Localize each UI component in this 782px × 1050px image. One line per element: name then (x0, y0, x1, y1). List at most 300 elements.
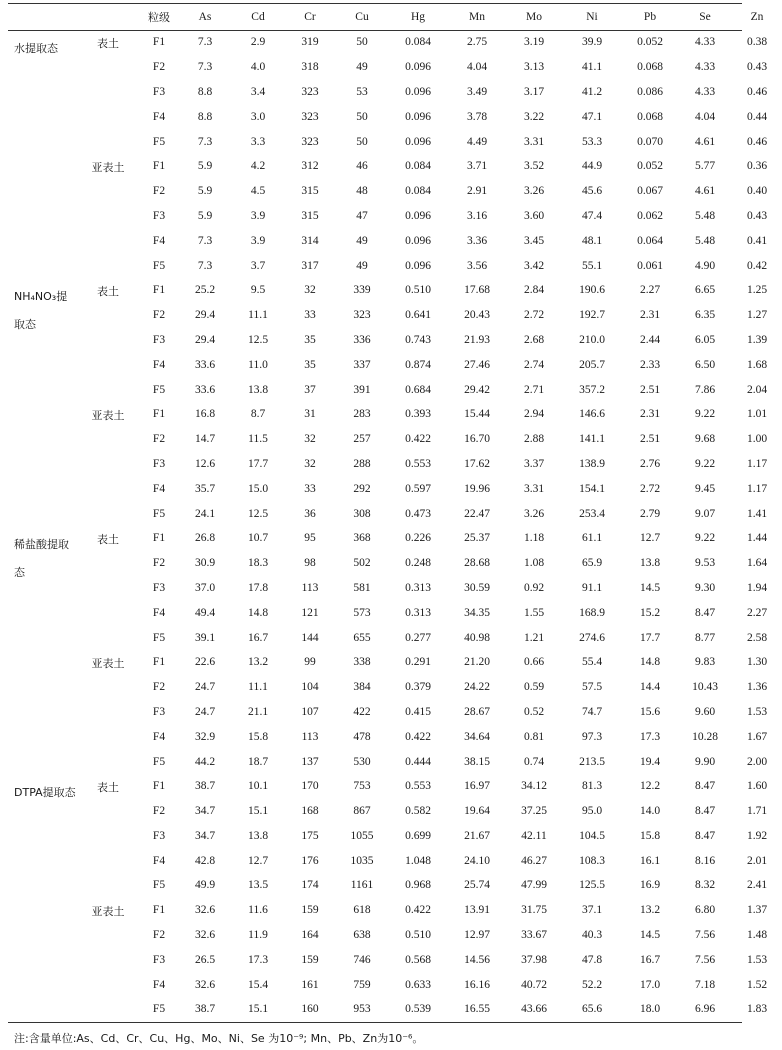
value-cell: 32.6 (194, 978, 216, 991)
value-cell: 3.13 (523, 61, 545, 74)
value-cell: 61.1 (581, 532, 603, 545)
value-cell: 0.633 (405, 978, 431, 991)
value-cell: 0.067 (637, 185, 663, 198)
grade-cell: F3 (152, 209, 166, 222)
value-cell: 292 (353, 482, 371, 495)
value-cell: 47.4 (581, 209, 603, 222)
table-note: 注:含量单位:As、Cd、Cr、Cu、Hg、Mo、Ni、Se 为10⁻⁹; Mn、Pb、Zn为10⁻⁶。 (14, 1032, 424, 1045)
value-cell: 0.43 (746, 209, 768, 222)
value-cell: 16.8 (194, 408, 216, 421)
value-cell: 47.99 (521, 879, 547, 892)
value-cell: 2.71 (523, 383, 545, 396)
value-cell: 49 (356, 259, 368, 272)
value-cell: 32 (304, 284, 316, 297)
value-cell: 7.3 (197, 135, 213, 148)
value-cell: 1.68 (746, 358, 768, 371)
value-cell: 47 (356, 209, 368, 222)
value-cell: 8.77 (694, 631, 716, 644)
value-cell: 52.2 (581, 978, 603, 991)
value-cell: 154.1 (579, 482, 605, 495)
value-cell: 7.3 (197, 234, 213, 247)
value-cell: 24.1 (194, 507, 216, 520)
value-cell: 43.66 (521, 1003, 547, 1016)
value-cell: 170 (301, 780, 319, 793)
value-cell: 10.1 (247, 780, 269, 793)
value-cell: 125.5 (579, 879, 605, 892)
grade-cell: F4 (152, 606, 166, 619)
value-cell: 7.86 (694, 383, 716, 396)
value-cell: 65.6 (581, 1003, 603, 1016)
header-cell-cr: Cr (304, 11, 316, 23)
value-cell: 81.3 (581, 780, 603, 793)
value-cell: 0.313 (405, 581, 431, 594)
value-cell: 336 (353, 333, 371, 346)
grade-cell: F2 (152, 185, 166, 198)
value-cell: 0.070 (637, 135, 663, 148)
grade-cell: F1 (152, 36, 166, 49)
value-cell: 31.75 (521, 904, 547, 917)
header-cell-se: Se (699, 11, 711, 23)
value-cell: 357.2 (579, 383, 605, 396)
value-cell: 0.40 (746, 185, 768, 198)
value-cell: 0.36 (746, 160, 768, 173)
value-cell: 12.7 (639, 532, 661, 545)
value-cell: 2.79 (639, 507, 661, 520)
value-cell: 308 (353, 507, 371, 520)
value-cell: 5.9 (197, 185, 213, 198)
value-cell: 4.61 (694, 135, 716, 148)
value-cell: 2.00 (746, 755, 768, 768)
value-cell: 4.90 (694, 259, 716, 272)
value-cell: 2.31 (639, 309, 661, 322)
value-cell: 32.6 (194, 904, 216, 917)
value-cell: 257 (353, 433, 371, 446)
table-body (8, 30, 782, 1022)
grade-cell: F1 (152, 904, 166, 917)
value-cell: 2.75 (466, 36, 488, 49)
value-cell: 4.5 (250, 185, 266, 198)
value-cell: 1.37 (746, 904, 768, 917)
soil-layer-label: 表土 (97, 532, 119, 546)
grade-cell: F1 (152, 408, 166, 421)
value-cell: 6.96 (694, 1003, 716, 1016)
value-cell: 1.048 (405, 854, 431, 867)
value-cell: 16.70 (464, 433, 490, 446)
value-cell: 7.18 (694, 978, 716, 991)
table-row (8, 402, 782, 427)
grade-cell: F5 (152, 135, 166, 148)
value-cell: 192.7 (579, 309, 605, 322)
value-cell: 15.2 (639, 606, 661, 619)
value-cell: 3.0 (250, 110, 266, 123)
value-cell: 113 (301, 581, 319, 594)
value-cell: 39.1 (194, 631, 216, 644)
value-cell: 17.0 (639, 978, 661, 991)
grade-cell: F4 (152, 482, 166, 495)
value-cell: 213.5 (579, 755, 605, 768)
value-cell: 55.4 (581, 656, 603, 669)
value-cell: 655 (353, 631, 371, 644)
value-cell: 3.9 (250, 234, 266, 247)
value-cell: 0.064 (637, 234, 663, 247)
value-cell: 1.67 (746, 730, 768, 743)
value-cell: 174 (301, 879, 319, 892)
value-cell: 8.47 (694, 606, 716, 619)
value-cell: 95.0 (581, 805, 603, 818)
value-cell: 1.53 (746, 953, 768, 966)
value-cell: 42.11 (521, 829, 547, 842)
value-cell: 1.27 (746, 309, 768, 322)
value-cell: 17.3 (639, 730, 661, 743)
grade-cell: F3 (152, 953, 166, 966)
value-cell: 33 (304, 309, 316, 322)
value-cell: 146.6 (579, 408, 605, 421)
value-cell: 159 (301, 953, 319, 966)
value-cell: 3.78 (466, 110, 488, 123)
value-cell: 15.4 (247, 978, 269, 991)
value-cell: 17.3 (247, 953, 269, 966)
value-cell: 15.8 (247, 730, 269, 743)
grade-cell: F5 (152, 507, 166, 520)
value-cell: 26.8 (194, 532, 216, 545)
value-cell: 0.46 (746, 135, 768, 148)
value-cell: 2.91 (466, 185, 488, 198)
value-cell: 318 (301, 61, 319, 74)
value-cell: 49.9 (194, 879, 216, 892)
value-cell: 2.84 (523, 284, 545, 297)
value-cell: 1.94 (746, 581, 768, 594)
value-cell: 24.7 (194, 681, 216, 694)
grade-cell: F2 (152, 61, 166, 74)
value-cell: 36 (304, 507, 316, 520)
value-cell: 98 (304, 557, 316, 570)
header-cell-hg: Hg (410, 11, 426, 23)
value-cell: 7.3 (197, 259, 213, 272)
value-cell: 3.31 (523, 135, 545, 148)
value-cell: 2.33 (639, 358, 661, 371)
value-cell: 8.8 (197, 110, 213, 123)
value-cell: 4.61 (694, 185, 716, 198)
value-cell: 0.086 (637, 85, 663, 98)
value-cell: 8.32 (694, 879, 716, 892)
value-cell: 3.60 (523, 209, 545, 222)
value-cell: 17.62 (464, 457, 490, 470)
value-cell: 107 (301, 705, 319, 718)
value-cell: 3.16 (466, 209, 488, 222)
value-cell: 13.91 (464, 904, 490, 917)
value-cell: 108.3 (579, 854, 605, 867)
value-cell: 99 (304, 656, 316, 669)
value-cell: 0.084 (405, 36, 431, 49)
grade-cell: F2 (152, 929, 166, 942)
value-cell: 0.068 (637, 61, 663, 74)
value-cell: 16.1 (639, 854, 661, 867)
value-cell: 0.379 (405, 681, 431, 694)
value-cell: 2.04 (746, 383, 768, 396)
table-row (8, 154, 782, 179)
value-cell: 323 (301, 85, 319, 98)
value-cell: 1.00 (746, 433, 768, 446)
value-cell: 25.74 (464, 879, 490, 892)
value-cell: 338 (353, 656, 371, 669)
value-cell: 14.4 (639, 681, 661, 694)
value-cell: 46.27 (521, 854, 547, 867)
value-cell: 21.67 (464, 829, 490, 842)
value-cell: 12.7 (247, 854, 269, 867)
value-cell: 1.01 (746, 408, 768, 421)
value-cell: 0.38 (746, 36, 768, 49)
grade-cell: F2 (152, 557, 166, 570)
value-cell: 37.0 (194, 581, 216, 594)
value-cell: 11.1 (248, 681, 268, 694)
value-cell: 2.88 (523, 433, 545, 446)
value-cell: 0.699 (405, 829, 431, 842)
value-cell: 21.20 (464, 656, 490, 669)
value-cell: 2.9 (250, 36, 266, 49)
value-cell: 0.597 (405, 482, 431, 495)
value-cell: 0.313 (405, 606, 431, 619)
header-cell-mn: Mn (469, 11, 485, 23)
grade-cell: F1 (152, 656, 166, 669)
value-cell: 4.33 (694, 36, 716, 49)
value-cell: 2.72 (639, 482, 661, 495)
value-cell: 1.30 (746, 656, 768, 669)
value-cell: 0.248 (405, 557, 431, 570)
value-cell: 3.26 (523, 185, 545, 198)
soil-layer-label: 表土 (97, 780, 119, 794)
value-cell: 1.36 (746, 681, 768, 694)
value-cell: 47.1 (581, 110, 603, 123)
value-cell: 9.07 (694, 507, 716, 520)
value-cell: 4.0 (250, 61, 266, 74)
value-cell: 0.473 (405, 507, 431, 520)
value-cell: 8.47 (694, 829, 716, 842)
value-cell: 175 (301, 829, 319, 842)
value-cell: 33.67 (521, 929, 547, 942)
table-row (8, 278, 782, 303)
value-cell: 17.7 (247, 457, 269, 470)
value-cell: 3.26 (523, 507, 545, 520)
value-cell: 3.37 (523, 457, 545, 470)
value-cell: 0.743 (405, 333, 431, 346)
value-cell: 1.92 (746, 829, 768, 842)
value-cell: 15.1 (247, 1003, 269, 1016)
value-cell: 95 (304, 532, 316, 545)
value-cell: 2.72 (523, 309, 545, 322)
value-cell: 2.51 (639, 433, 661, 446)
value-cell: 1.08 (523, 557, 545, 570)
value-cell: 8.7 (250, 408, 266, 421)
table-row (8, 774, 782, 799)
value-cell: 3.42 (523, 259, 545, 272)
value-cell: 9.83 (694, 656, 716, 669)
value-cell: 6.50 (694, 358, 716, 371)
value-cell: 618 (353, 904, 371, 917)
value-cell: 4.49 (466, 135, 488, 148)
value-cell: 3.71 (466, 160, 488, 173)
value-cell: 3.3 (250, 135, 266, 148)
extraction-state-label: NH₄NO₃提取态 (14, 289, 68, 331)
value-cell: 42.8 (194, 854, 216, 867)
value-cell: 0.061 (637, 259, 663, 272)
value-cell: 29.42 (464, 383, 490, 396)
value-cell: 7.3 (197, 36, 213, 49)
grade-cell: F1 (152, 284, 166, 297)
value-cell: 4.2 (250, 160, 266, 173)
header-cell-layer (76, 4, 140, 30)
value-cell: 9.22 (694, 457, 716, 470)
value-cell: 6.35 (694, 309, 716, 322)
value-cell: 24.22 (464, 681, 490, 694)
value-cell: 9.22 (694, 408, 716, 421)
value-cell: 5.77 (694, 160, 716, 173)
value-cell: 283 (353, 408, 371, 421)
value-cell: 530 (353, 755, 371, 768)
value-cell: 121 (301, 606, 319, 619)
value-cell: 9.53 (694, 557, 716, 570)
value-cell: 190.6 (579, 284, 605, 297)
value-cell: 312 (301, 160, 319, 173)
grade-cell: F2 (152, 681, 166, 694)
value-cell: 3.31 (523, 482, 545, 495)
value-cell: 2.94 (523, 408, 545, 421)
value-cell: 32.9 (194, 730, 216, 743)
value-cell: 10.43 (692, 681, 718, 694)
value-cell: 12.5 (247, 333, 269, 346)
value-cell: 12.97 (464, 929, 490, 942)
soil-layer-label: 亚表土 (91, 408, 125, 422)
value-cell: 15.8 (639, 829, 661, 842)
value-cell: 164 (301, 929, 319, 942)
value-cell: 1.55 (523, 606, 545, 619)
value-cell: 28.67 (464, 705, 490, 718)
value-cell: 478 (353, 730, 371, 743)
value-cell: 14.0 (639, 805, 661, 818)
value-cell: 49 (356, 61, 368, 74)
value-cell: 1.41 (746, 507, 768, 520)
bottom-rule (8, 1022, 742, 1023)
soil-layer-label: 表土 (97, 37, 119, 50)
value-cell: 2.74 (523, 358, 545, 371)
value-cell: 38.7 (194, 780, 216, 793)
value-cell: 422 (353, 705, 371, 718)
value-cell: 746 (353, 953, 371, 966)
value-cell: 1.53 (746, 705, 768, 718)
value-cell: 10.28 (692, 730, 718, 743)
value-cell: 2.31 (639, 408, 661, 421)
value-cell: 40.72 (521, 978, 547, 991)
value-cell: 168.9 (579, 606, 605, 619)
value-cell: 25.2 (194, 284, 216, 297)
value-cell: 0.415 (405, 705, 431, 718)
header-cell-zn: Zn (750, 11, 764, 23)
value-cell: 138.9 (579, 457, 605, 470)
value-cell: 38.7 (194, 1003, 216, 1016)
value-cell: 29.4 (194, 309, 216, 322)
value-cell: 0.42 (746, 259, 768, 272)
value-cell: 638 (353, 929, 371, 942)
value-cell: 40.98 (464, 631, 490, 644)
value-cell: 288 (353, 457, 371, 470)
value-cell: 2.76 (639, 457, 661, 470)
value-cell: 0.226 (405, 532, 431, 545)
value-cell: 323 (353, 309, 371, 322)
header-cell-state (8, 4, 76, 30)
value-cell: 3.22 (523, 110, 545, 123)
value-cell: 16.16 (464, 978, 490, 991)
value-cell: 0.096 (405, 61, 431, 74)
value-cell: 37.25 (521, 805, 547, 818)
value-cell: 97.3 (581, 730, 603, 743)
value-cell: 34.7 (194, 829, 216, 842)
value-cell: 31 (304, 408, 316, 421)
extraction-state-label: 稀盐酸提取态 (14, 537, 69, 579)
value-cell: 24.7 (194, 705, 216, 718)
value-cell: 15.6 (639, 705, 661, 718)
value-cell: 274.6 (579, 631, 605, 644)
value-cell: 210.0 (579, 333, 605, 346)
value-cell: 2.27 (746, 606, 768, 619)
value-cell: 1.17 (746, 457, 768, 470)
value-cell: 46 (356, 160, 368, 173)
value-cell: 0.510 (405, 929, 431, 942)
value-cell: 0.052 (637, 160, 663, 173)
value-cell: 48.1 (581, 234, 603, 247)
value-cell: 0.92 (523, 581, 545, 594)
value-cell: 49.4 (194, 606, 216, 619)
value-cell: 2.01 (746, 854, 768, 867)
value-cell: 3.45 (523, 234, 545, 247)
value-cell: 11.0 (248, 358, 268, 371)
value-cell: 953 (353, 1003, 371, 1016)
value-cell: 13.8 (247, 829, 269, 842)
value-cell: 502 (353, 557, 371, 570)
value-cell: 253.4 (579, 507, 605, 520)
value-cell: 4.04 (466, 61, 488, 74)
grade-cell: F5 (152, 755, 166, 768)
table-row (8, 526, 782, 551)
value-cell: 141.1 (579, 433, 605, 446)
grade-cell: F4 (152, 854, 166, 867)
grade-cell: F5 (152, 259, 166, 272)
value-cell: 0.291 (405, 656, 431, 669)
value-cell: 6.65 (694, 284, 716, 297)
value-cell: 39.9 (581, 36, 603, 49)
data-table (8, 4, 782, 1022)
grade-cell: F1 (152, 780, 166, 793)
value-cell: 14.5 (639, 929, 661, 942)
value-cell: 7.3 (197, 61, 213, 74)
value-cell: 2.58 (746, 631, 768, 644)
value-cell: 14.8 (639, 656, 661, 669)
value-cell: 4.04 (694, 110, 716, 123)
value-cell: 0.553 (405, 457, 431, 470)
value-cell: 3.49 (466, 85, 488, 98)
value-cell: 8.8 (197, 85, 213, 98)
value-cell: 3.17 (523, 85, 545, 98)
value-cell: 4.33 (694, 61, 716, 74)
value-cell: 9.22 (694, 532, 716, 545)
value-cell: 161 (301, 978, 319, 991)
grade-cell: F3 (152, 333, 166, 346)
value-cell: 0.539 (405, 1003, 431, 1016)
value-cell: 49 (356, 234, 368, 247)
value-cell: 40.3 (581, 929, 603, 942)
value-cell: 30.9 (194, 557, 216, 570)
grade-cell: F3 (152, 581, 166, 594)
value-cell: 44.9 (581, 160, 603, 173)
value-cell: 35 (304, 358, 316, 371)
